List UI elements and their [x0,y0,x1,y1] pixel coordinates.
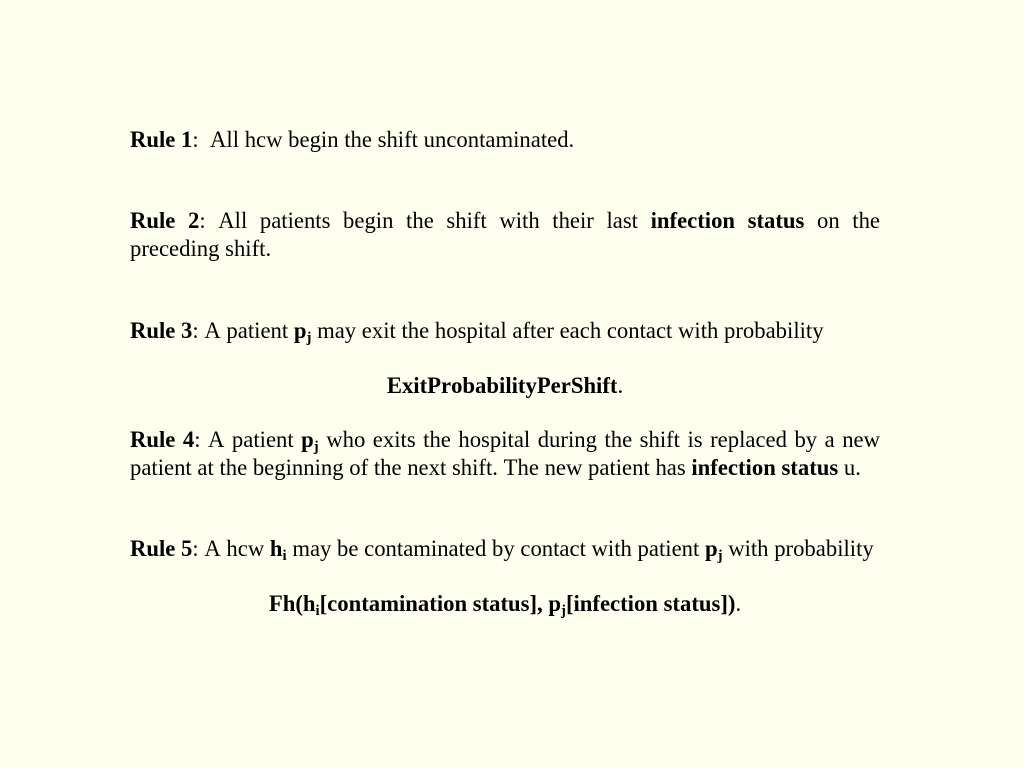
rule-5-formula-part-c: [infection status]) [565,591,736,616]
rule-5 [130,535,880,563]
rule-2 [130,207,880,262]
rule-4-term: infection status [691,454,839,480]
rule-4-patient-sub: j [313,439,319,456]
rule-5-patient-var: p [704,536,718,561]
rule-5-label: Rule 5 [130,536,193,561]
rule-3-text-a: : A patient [192,318,294,343]
rule-3-label: Rule 3 [130,318,193,343]
rule-3-text-b: may exit the hospital after each contact with probability [311,318,824,343]
rule-5-text-b: may be contaminated by contact with patient [286,536,705,561]
rule-4-text-b: who exits the hospital during the shift is replaced by a new patient at the beginning of the next shift. The new patient has [130,427,881,480]
rule-5-patient-sub: j [717,548,723,565]
rule-2-text-a: : All patients begin the shift with their last [199,208,651,233]
rule-3-formula [130,372,880,400]
rule-4-label: Rule 4 [130,427,195,452]
rule-5-text-a: : A hcw [192,536,270,561]
rule-1-label: Rule 1 [130,127,193,152]
rule-3-patient-sub: j [306,330,312,347]
rule-5-hcw-var: h [269,536,283,561]
rule-5-hcw-sub: i [282,548,287,565]
rule-4-text-a: : A patient [194,427,302,452]
rule-3-formula-name: ExitProbabilityPerShift [386,373,618,398]
rule-4 [130,426,880,481]
rule-2-text-b: on the preceding shift. [130,208,881,261]
rule-5-formula-part-a: Fh(h [268,591,316,616]
rule-5-formula-sub-i: i [315,603,320,620]
rule-5-text-c: with probability [722,536,874,561]
rule-2-term: infection status [650,208,805,233]
rule-1-text: : All hcw begin the shift uncontaminated. [192,127,575,152]
rule-3-formula-end: . [617,373,624,398]
rule-3-patient-var: p [293,318,307,343]
rule-1 [130,126,880,154]
rule-5-formula-part-b: [contamination status], p [319,591,562,616]
rule-5-formula [130,590,880,618]
rule-4-text-c: u. [838,454,861,480]
rule-3 [130,317,880,345]
rule-5-formula-sub-j: j [561,603,566,620]
rule-2-label: Rule 2 [130,208,200,233]
rule-4-patient-var: p [301,427,314,452]
rule-5-formula-end: . [735,591,742,616]
